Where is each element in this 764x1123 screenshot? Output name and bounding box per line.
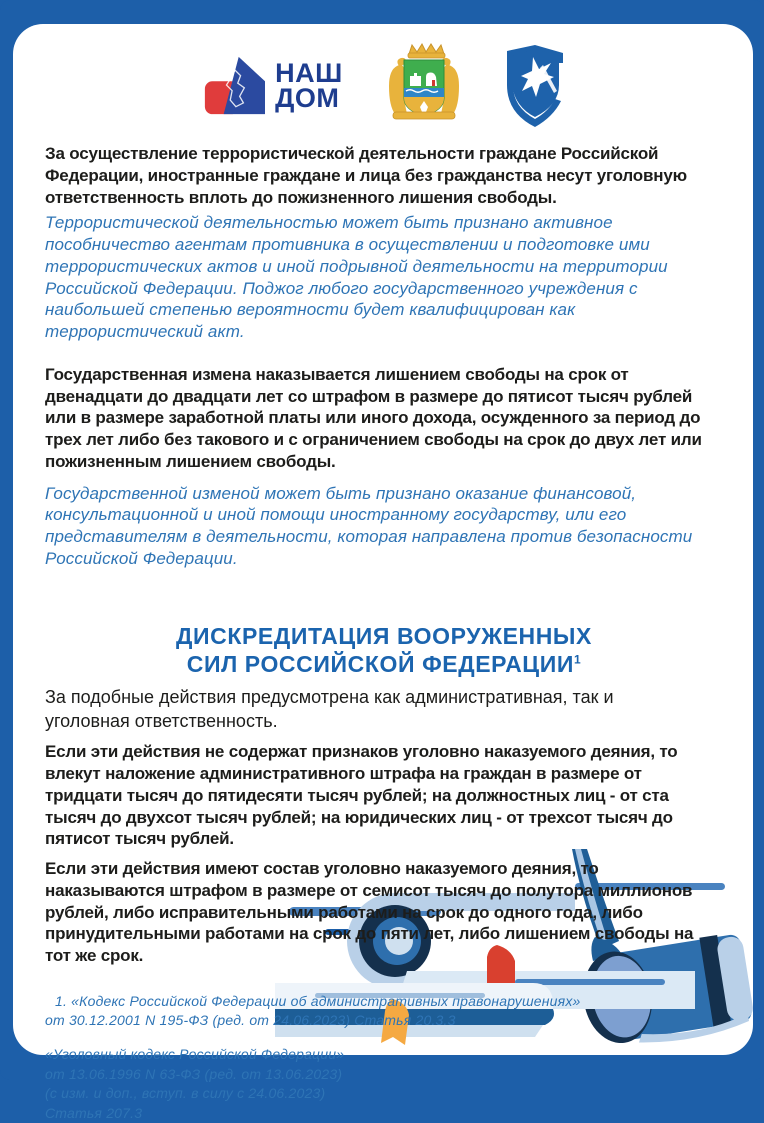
paragraph-liability-types: За подобные действия предусмотрена как административная, так и уголовная ответственность. [45, 687, 614, 732]
footnotes-block [45, 992, 723, 1123]
header-logo-row [45, 38, 723, 134]
poster-content [13, 38, 753, 1123]
paragraph-criminal-penalties: Если эти действия имеют состав уголовно наказуемого деяния, то наказываются штрафом в размере от семисот тысяч до полутора миллионов рублей, либо исправительными работами на срок до одного года, либо принудительными работами на срок до пяти лет, либо лишением свободы на тот же срок. [45, 859, 694, 966]
heading-line-1: ДИСКРЕДИТАЦИЯ ВООРУЖЕННЫХ [176, 622, 592, 649]
nash-dom-word-2: ДОМ [275, 83, 340, 113]
paragraph-terror-liability: За осуществление террористической деятельности граждане Российской Федерации, иностранные граждане и лица без гражданства несут уголовную ответственность вплоть до пожизненного лишения свободы. [45, 144, 687, 207]
shield-dove-emblem [505, 41, 565, 131]
paragraph-administrative-fines: Если эти действия не содержат признаков уголовно наказуемого деяния, то влекут наложение административного штрафа на граждан в размере от тридцати тысяч до пятидесяти тысяч рублей; на должностных лиц - от ста тысяч до двухсот тысяч рублей; на юридических лиц - от трехсот тысяч до пятисот тысяч рублей. [45, 742, 678, 849]
heading-line-2: СИЛ РОССИЙСКОЙ ФЕДЕРАЦИИ$^1$ [186, 651, 582, 678]
paragraph-terror-definition: Террористической деятельностью может быть признано активное пособничество агентам противника в осуществлении и подготовке ими террористических актов и иной подрывной деятельности на территории Российской Федерации. Поджог любого государственного учреждения с наибольшей степенью вероятности будет квалифицирован как террористический акт. [45, 213, 668, 341]
footnote-1-line-2: от 30.12.2001 N 195-ФЗ (ред. от 24.06.2023) Статья 20.3.3 [45, 1012, 456, 1029]
nash-dom-word-1: НАШ [275, 57, 343, 88]
footnote-2-line-4: Статья 207.3 [45, 1104, 143, 1121]
paragraph-treason-punishment: Государственная измена наказывается лишением свободы на срок от двенадцати до двадцати лет со штрафом в размере до пятисот тысяч рублей или в размере заработной платы или иного дохода, осужденного за период до трех лет либо без такового и с ограничением свободы на срок до двух лет или пожизненным лишением свободы. [45, 364, 702, 471]
paragraph-treason-definition: Государственной изменой может быть признано оказание финансовой, консультационной и иной помощи иностранному государству, или его представителям в деятельности, которая направлена против безопасности Российской Федерации. [45, 483, 693, 568]
section-heading-discredit [45, 622, 723, 680]
footnote-2-line-3: (с изм. и доп., вступ. в силу с 24.06.2023) [45, 1085, 326, 1102]
footnote-2-line-1: «Уголовный кодекс Российской Федерации» [45, 1046, 345, 1062]
nash-dom-logo [203, 55, 343, 117]
nash-dom-house-icon [203, 55, 265, 117]
nash-dom-wordmark [275, 57, 343, 113]
heading-footnote-marker: 1 [573, 652, 582, 667]
footnote-criminal-code [45, 1045, 475, 1123]
footnote-1-line-1: 1. «Кодекс Российской Федерации об административных правонарушениях» [55, 992, 581, 1009]
footnote-administrative-code [45, 992, 645, 1031]
yekaterinburg-coat-of-arms [379, 40, 469, 132]
poster-sheet [13, 24, 753, 1121]
footnote-2-line-2: от 13.06.1996 N 63-ФЗ (ред. от 13.06.2023) [45, 1065, 343, 1082]
